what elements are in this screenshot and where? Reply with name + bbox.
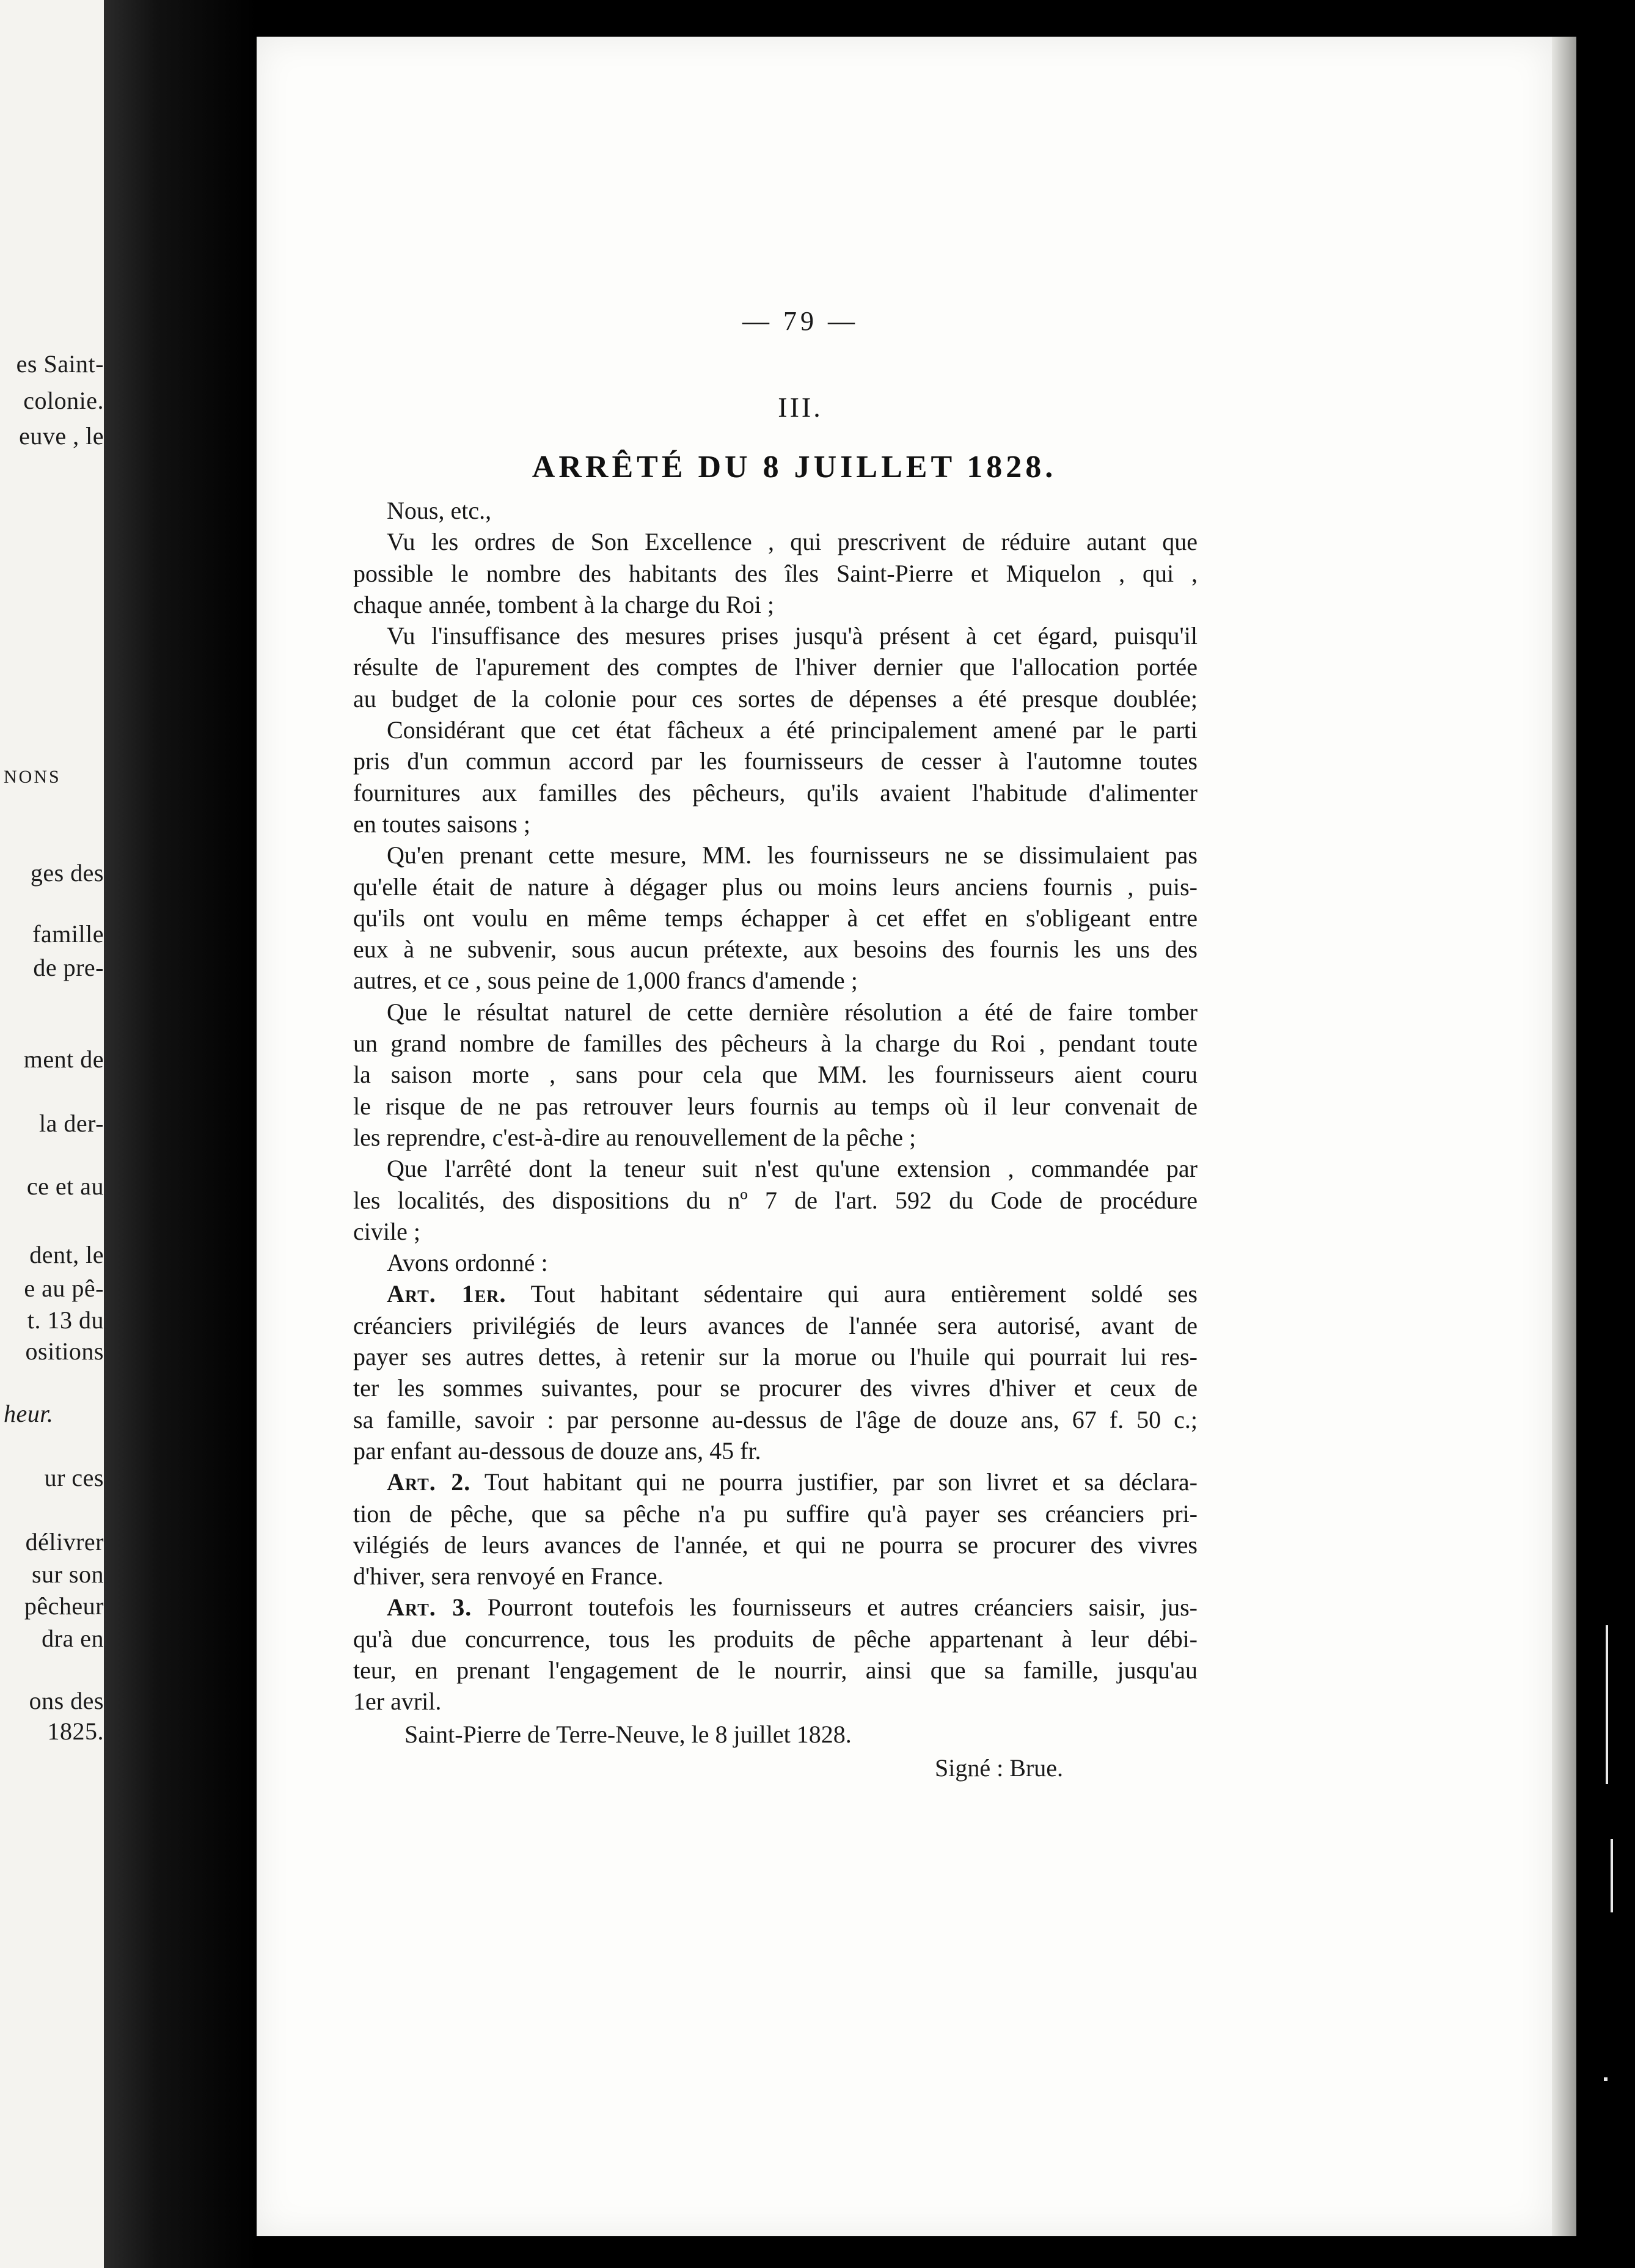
text-line: par enfant au-dessous de douze ans, 45 fr. xyxy=(353,1436,761,1465)
decree-body xyxy=(353,495,1198,1717)
section-number: III. xyxy=(778,392,823,423)
text-line: teur, en prenant l'engagement de le nourrir, ainsi que sa famille, jusqu'au xyxy=(353,1656,1198,1684)
text-line: qu'à due concurrence, tous les produits de pêche appartenant à leur débi- xyxy=(353,1625,1198,1653)
article-text: Pourront toutefois les fournisseurs et autres créanciers saisir, jus- xyxy=(487,1593,1198,1622)
facing-page-line: famille xyxy=(32,920,104,948)
text-line: Nous, etc., xyxy=(387,497,492,524)
edge-mark xyxy=(1606,1625,1608,1784)
page-number: — 79 — xyxy=(742,306,858,336)
text-line: eux à ne subvenir, sous aucun prétexte, aux besoins des fournis les uns des xyxy=(353,935,1198,964)
text-line: résulte de l'apurement des comptes de l'hiver dernier que l'allocation portée xyxy=(353,653,1198,681)
text-line: possible le nombre des habitants des îles Saint-Pierre et Miquelon , qui , xyxy=(353,559,1198,587)
facing-page-line: NONS xyxy=(4,767,61,787)
text-line: tion de pêche, que sa pêche n'a pu suffire qu'à payer ses créanciers pri- xyxy=(353,1499,1198,1527)
facing-page-line: la der- xyxy=(39,1110,104,1137)
facing-page-line: sur son xyxy=(32,1560,104,1588)
edge-mark xyxy=(1604,2077,1608,2081)
text-line: d'hiver, sera renvoyé en France. xyxy=(353,1562,664,1590)
article-text: Tout habitant qui ne pourra justifier, par son livret et sa déclara- xyxy=(484,1468,1198,1496)
text-line: Que le résultat naturel de cette dernière résolution a été de faire tomber xyxy=(387,998,1198,1026)
facing-page-line: 1825. xyxy=(47,1717,104,1745)
text-line: chaque année, tombent à la charge du Roi ; xyxy=(353,590,775,618)
signature: Signé : Brue. xyxy=(935,1754,1063,1782)
article-line xyxy=(353,1592,1198,1623)
text-line: créanciers privilégiés de leurs avances de l'année sera autorisé, avant de xyxy=(353,1311,1198,1339)
text-line: ter les sommes suivantes, pour se procurer des vivres d'hiver et ceux de xyxy=(353,1374,1198,1402)
facing-page-line: e au pê- xyxy=(24,1275,104,1302)
text-line: vilégiés de leurs avances de l'année, et qui ne pourra se procurer des vivres xyxy=(353,1531,1198,1559)
text-line: qu'ils ont voulu en même temps échapper à cet effet en s'obligeant entre xyxy=(353,904,1198,932)
article-label: Art. 3. xyxy=(387,1593,472,1622)
facing-page-line: heur. xyxy=(4,1400,54,1427)
decree-title: ARRÊTÉ DU 8 JUILLET 1828. xyxy=(532,450,1057,485)
facing-page-line: pêcheur xyxy=(24,1592,104,1620)
text-line: la saison morte , sans pour cela que MM. les fournisseurs aient couru xyxy=(353,1061,1198,1089)
facing-page-line: de pre- xyxy=(33,954,104,981)
text-line: sa famille, savoir : par personne au-dessus de l'âge de douze ans, 67 f. 50 c.; xyxy=(353,1405,1198,1433)
text-line: qu'elle était de nature à dégager plus ou moins leurs anciens fournis , puis- xyxy=(353,872,1198,901)
text-line: fournitures aux familles des pêcheurs, qu'ils avaient l'habitude d'alimenter xyxy=(353,778,1198,807)
article-line xyxy=(353,1466,1198,1498)
facing-page-line: ons des xyxy=(29,1687,104,1714)
facing-page-fragment xyxy=(0,0,104,2268)
facing-page-line: délivrer xyxy=(25,1528,104,1556)
book-gutter xyxy=(104,0,257,2268)
facing-page-line: ment de xyxy=(23,1045,104,1073)
facing-page-line: ce et au xyxy=(26,1172,104,1200)
facing-page-line: ur ces xyxy=(44,1464,104,1491)
facing-page-line: t. 13 du xyxy=(27,1306,104,1334)
article-text: Tout habitant sédentaire qui aura entièrement soldé ses xyxy=(530,1280,1198,1308)
article-label: Art. 2. xyxy=(387,1468,471,1496)
text-line: Considérant que cet état fâcheux a été principalement amené par le parti xyxy=(387,716,1198,744)
page-edge-shadow xyxy=(1552,37,1576,2236)
text-line: Que l'arrêté dont la teneur suit n'est qu'une extension , commandée par xyxy=(387,1155,1198,1183)
text-line: civile ; xyxy=(353,1217,420,1245)
text-line: pris d'un commun accord par les fournisseurs de cesser à l'automne toutes xyxy=(353,747,1198,775)
article-label: Art. 1er. xyxy=(387,1280,507,1308)
facing-page-line: euve , le xyxy=(19,422,104,450)
text-line: au budget de la colonie pour ces sortes de dépenses a été presque doublée; xyxy=(353,684,1198,712)
text-line: en toutes saisons ; xyxy=(353,810,530,838)
place-and-date: Saint-Pierre de Terre-Neuve, le 8 juillet 1828. xyxy=(404,1721,852,1748)
facing-page-line: ges des xyxy=(30,859,104,887)
text-line: Avons ordonné : xyxy=(387,1249,548,1277)
text-line: le risque de ne pas retrouver leurs fournis au temps où il leur convenait de xyxy=(353,1092,1198,1120)
text-line: Qu'en prenant cette mesure, MM. les fournisseurs ne se dissimulaient pas xyxy=(387,841,1198,869)
text-line: payer ses autres dettes, à retenir sur la morue ou l'huile qui pourrait lui res- xyxy=(353,1343,1198,1371)
scan-border xyxy=(257,0,1635,37)
text-line: autres, et ce , sous peine de 1,000 francs d'amende ; xyxy=(353,967,858,995)
text-line: Vu l'insuffisance des mesures prises jusqu'à présent à cet égard, puisqu'il xyxy=(387,622,1198,650)
facing-page-line: dra en xyxy=(42,1625,104,1652)
text-line: les reprendre, c'est-à-dire au renouvellement de la pêche ; xyxy=(353,1123,916,1151)
text-line: les localités, des dispositions du nº 7 de l'art. 592 du Code de procédure xyxy=(353,1186,1198,1214)
article-line xyxy=(353,1278,1198,1309)
text-line: un grand nombre de familles des pêcheurs à la charge du Roi , pendant toute xyxy=(353,1030,1198,1058)
facing-page-line: dent, le xyxy=(29,1241,104,1268)
edge-mark xyxy=(1611,1839,1613,1912)
text-line: 1er avril. xyxy=(353,1688,442,1716)
facing-page-line: es Saint- xyxy=(16,350,104,378)
facing-page-line: colonie. xyxy=(23,387,104,414)
facing-page-line: ositions xyxy=(25,1337,104,1365)
text-line: Vu les ordres de Son Excellence , qui prescrivent de réduire autant que xyxy=(387,528,1198,556)
